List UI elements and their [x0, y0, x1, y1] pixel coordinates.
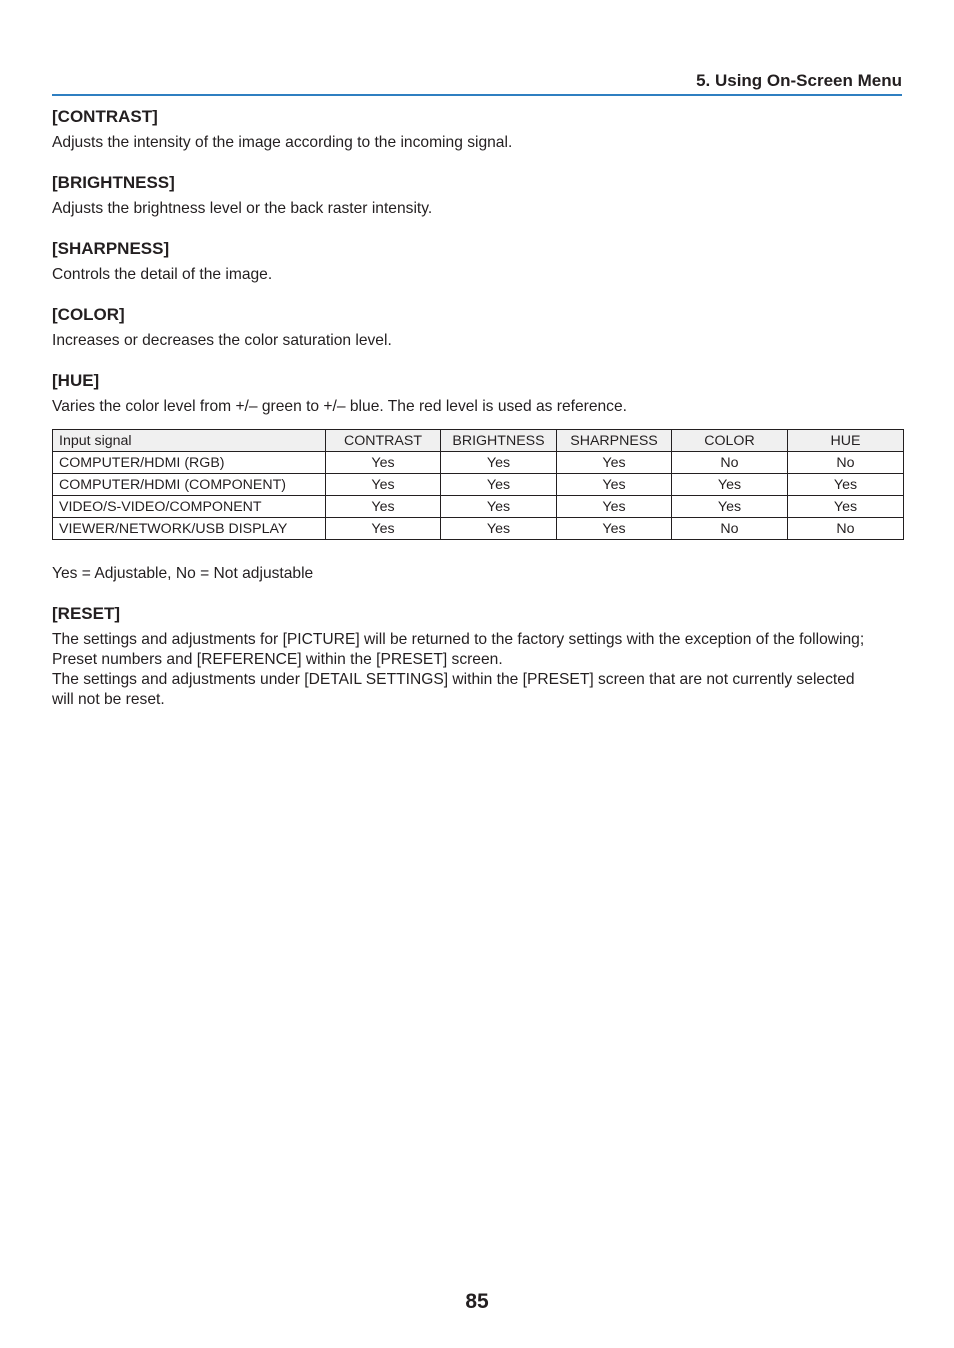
color-section	[52, 305, 904, 351]
reset-text-line: The settings and adjustments for [PICTURE] will be returned to the factory settings with the exception of the following;	[52, 631, 865, 648]
brightness-description: Adjusts the brightness level or the back raster intensity.	[52, 200, 433, 217]
table-row	[53, 496, 904, 518]
main-content	[52, 107, 904, 710]
column-header: BRIGHTNESS	[441, 430, 557, 452]
column-header: Input signal	[53, 430, 326, 452]
table-cell: Yes	[557, 496, 672, 518]
table-cell: Yes	[326, 474, 441, 496]
column-header: COLOR	[672, 430, 788, 452]
page-header	[52, 70, 902, 96]
table-row	[53, 452, 904, 474]
table-cell: No	[672, 518, 788, 540]
table-cell: Yes	[441, 518, 557, 540]
contrast-section	[52, 107, 904, 153]
hue-section	[52, 371, 904, 417]
table-header-row	[53, 430, 904, 452]
table-cell: Yes	[441, 452, 557, 474]
column-header: HUE	[788, 430, 904, 452]
reset-text-line: Preset numbers and [REFERENCE] within the [PRESET] screen.	[52, 651, 503, 668]
contrast-description: Adjusts the intensity of the image according to the incoming signal.	[52, 134, 513, 151]
sharpness-heading: [SHARPNESS]	[52, 239, 170, 258]
color-description: Increases or decreases the color saturation level.	[52, 332, 392, 349]
adjustability-table	[52, 429, 904, 540]
table-cell: Yes	[557, 518, 672, 540]
hue-heading: [HUE]	[52, 371, 100, 390]
table-cell: Yes	[672, 474, 788, 496]
reset-text-line: The settings and adjustments under [DETAIL SETTINGS] within the [PRESET] screen that are not currently selected	[52, 671, 855, 688]
table-cell: COMPUTER/HDMI (RGB)	[53, 452, 326, 474]
table-cell: Yes	[788, 474, 904, 496]
table-cell: Yes	[672, 496, 788, 518]
table-cell: VIDEO/S-VIDEO/COMPONENT	[53, 496, 326, 518]
column-header: SHARPNESS	[557, 430, 672, 452]
brightness-heading: [BRIGHTNESS]	[52, 173, 175, 192]
table-cell: Yes	[557, 474, 672, 496]
table-cell: No	[788, 452, 904, 474]
table-cell: Yes	[441, 474, 557, 496]
contrast-heading: [CONTRAST]	[52, 107, 158, 126]
sharpness-section	[52, 239, 904, 285]
table-cell: Yes	[326, 496, 441, 518]
table-cell: Yes	[326, 452, 441, 474]
table-cell: Yes	[441, 496, 557, 518]
table-cell: No	[788, 518, 904, 540]
table-cell: COMPUTER/HDMI (COMPONENT)	[53, 474, 326, 496]
hue-description: Varies the color level from +/– green to +/– blue. The red level is used as reference.	[52, 398, 627, 415]
reset-description	[52, 630, 904, 710]
sharpness-description: Controls the detail of the image.	[52, 266, 273, 283]
reset-text-line: will not be reset.	[52, 691, 165, 708]
page-number: 85	[465, 1290, 489, 1313]
chapter-title: 5. Using On-Screen Menu	[696, 71, 902, 90]
column-header: CONTRAST	[326, 430, 441, 452]
table-legend: Yes = Adjustable, No = Not adjustable	[52, 565, 314, 582]
table-cell: VIEWER/NETWORK/USB DISPLAY	[53, 518, 326, 540]
table-cell: Yes	[557, 452, 672, 474]
reset-section	[52, 604, 904, 710]
reset-heading: [RESET]	[52, 604, 120, 623]
table-cell: No	[672, 452, 788, 474]
brightness-section	[52, 173, 904, 219]
table-cell: Yes	[326, 518, 441, 540]
color-heading: [COLOR]	[52, 305, 125, 324]
table-cell: Yes	[788, 496, 904, 518]
table-row	[53, 518, 904, 540]
table-row	[53, 474, 904, 496]
